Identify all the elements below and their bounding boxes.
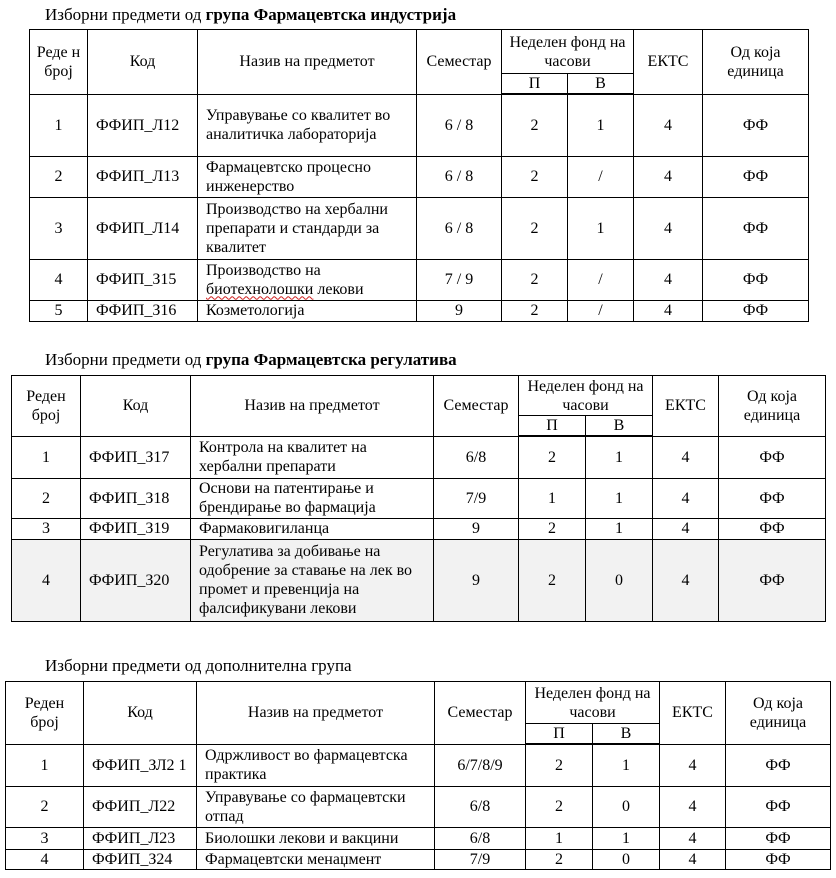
cell-semester: 9 [434, 539, 519, 621]
table-row [30, 94, 809, 156]
table-row [30, 300, 809, 321]
section3-title: Изборни предмети од дополнителна група [45, 656, 352, 675]
cell-semester: 6 / 8 [417, 94, 502, 156]
cell-ects: 4 [653, 436, 719, 478]
col-header-p: П [526, 724, 593, 745]
cell-unit: ФФ [726, 744, 831, 786]
cell-code: ФФИП_З16 [88, 300, 198, 321]
table-row [6, 849, 831, 869]
cell-v: 1 [593, 827, 660, 849]
cell-no: 2 [6, 786, 84, 827]
cell-name: Фармаковигиланца [191, 518, 434, 539]
cell-ects: 4 [660, 849, 726, 869]
cell-name: Козметологија [198, 300, 417, 321]
cell-ects: 4 [660, 827, 726, 849]
cell-ects: 4 [653, 518, 719, 539]
cell-v: 1 [568, 94, 634, 156]
cell-ects: 4 [660, 744, 726, 786]
col-header-name: Назив на предметот [191, 376, 434, 437]
cell-unit: ФФ [719, 478, 826, 518]
cell-ects: 4 [634, 300, 703, 321]
cell-p: 2 [526, 744, 593, 786]
cell-v: / [568, 300, 634, 321]
col-header-unit: Од која единица [703, 30, 809, 95]
cell-unit: ФФ [703, 197, 809, 259]
cell-unit: ФФ [703, 94, 809, 156]
cell-unit: ФФ [719, 436, 826, 478]
table-pharma-regulatory [11, 375, 826, 622]
cell-semester: 7 / 9 [417, 259, 502, 300]
cell-no: 5 [30, 300, 88, 321]
cell-code: ФФИП_Л22 [84, 786, 197, 827]
col-header-code: Код [81, 376, 191, 437]
cell-p: 2 [502, 259, 568, 300]
cell-code: ФФИП_З24 [84, 849, 197, 869]
cell-no: 4 [30, 259, 88, 300]
cell-code: ФФИП_ЗЛ2 1 [84, 744, 197, 786]
col-header-name: Назив на предметот [197, 682, 435, 745]
cell-ects: 4 [653, 539, 719, 621]
col-header-no: Реден број [12, 376, 81, 437]
cell-code: ФФИП_Л23 [84, 827, 197, 849]
cell-code: ФФИП_Л14 [88, 197, 198, 259]
col-header-unit: Од која единица [726, 682, 831, 745]
cell-v: 1 [568, 197, 634, 259]
section2-title: Изборни предмети од група Фармацевтска регулатива [45, 350, 457, 369]
cell-v: 0 [593, 786, 660, 827]
table-row [6, 786, 831, 827]
cell-name: Контрола на квалитет на хербални препарати [191, 436, 434, 478]
col-header-semester: Семестар [434, 376, 519, 437]
cell-p: 2 [502, 300, 568, 321]
cell-v: 1 [586, 518, 653, 539]
cell-code: ФФИП_З15 [88, 259, 198, 300]
table-row [30, 197, 809, 259]
cell-ects: 4 [634, 156, 703, 197]
cell-code: ФФИП_З18 [81, 478, 191, 518]
cell-unit: ФФ [703, 156, 809, 197]
col-header-unit: Од која единица [719, 376, 826, 437]
cell-semester: 7/9 [435, 849, 526, 869]
cell-ects: 4 [653, 478, 719, 518]
cell-no: 4 [12, 539, 81, 621]
col-header-p: П [502, 74, 568, 95]
cell-ects: 4 [634, 94, 703, 156]
cell-p: 2 [526, 786, 593, 827]
cell-semester: 6/8 [435, 827, 526, 849]
table-row [6, 744, 831, 786]
cell-name: Одржливост во фармацевтска практика [197, 744, 435, 786]
cell-p: 2 [526, 849, 593, 869]
cell-semester: 6/8 [434, 436, 519, 478]
table-row [6, 827, 831, 849]
cell-v: 0 [586, 539, 653, 621]
cell-semester: 9 [434, 518, 519, 539]
cell-unit: ФФ [726, 849, 831, 869]
cell-p: 2 [519, 518, 586, 539]
col-header-v: В [593, 724, 660, 745]
cell-p: 2 [502, 197, 568, 259]
cell-name: Производство на биотехнолошки лекови [198, 259, 417, 300]
cell-v: 1 [586, 436, 653, 478]
table-row [12, 478, 826, 518]
col-header-weekly-hours: Неделен фонд на часови [502, 30, 634, 74]
cell-v: / [568, 259, 634, 300]
cell-code: ФФИП_З17 [81, 436, 191, 478]
col-header-code: Код [84, 682, 197, 745]
cell-v: / [568, 156, 634, 197]
col-header-no: Реден број [6, 682, 84, 745]
col-header-weekly-hours: Неделен фонд на часови [526, 682, 660, 724]
cell-no: 3 [30, 197, 88, 259]
table-row [12, 539, 826, 621]
cell-ects: 4 [660, 786, 726, 827]
cell-unit: ФФ [726, 786, 831, 827]
cell-unit: ФФ [703, 300, 809, 321]
cell-ects: 4 [634, 197, 703, 259]
col-header-ects: ЕКТС [634, 30, 703, 95]
col-header-name: Назив на предметот [198, 30, 417, 95]
col-header-no: Реде н број [30, 30, 88, 95]
cell-v: 1 [593, 744, 660, 786]
cell-semester: 6 / 8 [417, 156, 502, 197]
cell-p: 1 [519, 478, 586, 518]
cell-unit: ФФ [703, 259, 809, 300]
cell-semester: 6 / 8 [417, 197, 502, 259]
col-header-v: В [568, 74, 634, 95]
cell-unit: ФФ [719, 518, 826, 539]
table-pharma-industry [29, 29, 809, 322]
cell-no: 3 [6, 827, 84, 849]
cell-semester: 7/9 [434, 478, 519, 518]
col-header-code: Код [88, 30, 198, 95]
cell-no: 2 [30, 156, 88, 197]
cell-p: 2 [519, 436, 586, 478]
cell-no: 1 [12, 436, 81, 478]
cell-no: 1 [6, 744, 84, 786]
col-header-ects: ЕКТС [653, 376, 719, 437]
cell-p: 2 [502, 94, 568, 156]
spellcheck-underlined-word: биотехнолошки [206, 280, 314, 298]
cell-code: ФФИП_З20 [81, 539, 191, 621]
cell-unit: ФФ [719, 539, 826, 621]
cell-semester: 6/7/8/9 [435, 744, 526, 786]
table-row [30, 259, 809, 300]
col-header-weekly-hours: Неделен фонд на часови [519, 376, 653, 416]
col-header-ects: ЕКТС [660, 682, 726, 745]
cell-no: 2 [12, 478, 81, 518]
table-row [12, 518, 826, 539]
cell-ects: 4 [634, 259, 703, 300]
section1-title: Изборни предмети од група Фармацевтска индустрија [45, 5, 457, 24]
cell-code: ФФИП_З19 [81, 518, 191, 539]
cell-p: 2 [502, 156, 568, 197]
cell-name: Управување со квалитет во аналитичка лабораторија [198, 94, 417, 156]
cell-name: Биолошки лекови и вакцини [197, 827, 435, 849]
cell-v: 1 [586, 478, 653, 518]
cell-semester: 9 [417, 300, 502, 321]
col-header-semester: Семестар [435, 682, 526, 745]
table-row [12, 436, 826, 478]
cell-name: Фармацевтско процесно инженерство [198, 156, 417, 197]
cell-name: Фармацевтски менаџмент [197, 849, 435, 869]
col-header-p: П [519, 416, 586, 437]
col-header-semester: Семестар [417, 30, 502, 95]
col-header-v: В [586, 416, 653, 437]
cell-p: 1 [526, 827, 593, 849]
cell-no: 3 [12, 518, 81, 539]
cell-no: 1 [30, 94, 88, 156]
cell-name: Управување со фармацевтски отпад [197, 786, 435, 827]
cell-semester: 6/8 [435, 786, 526, 827]
cell-name: Производство на хербални препарати и стандарди за квалитет [198, 197, 417, 259]
cell-p: 2 [519, 539, 586, 621]
cell-no: 4 [6, 849, 84, 869]
table-row [30, 156, 809, 197]
cell-code: ФФИП_Л13 [88, 156, 198, 197]
cell-name: Основи на патентирање и брендирање во фармација [191, 478, 434, 518]
cell-unit: ФФ [726, 827, 831, 849]
cell-name: Регулатива за добивање на одобрение за ставање на лек во промет и превенција на фалсификувани лекови [191, 539, 434, 621]
table-additional-group [5, 681, 831, 870]
cell-code: ФФИП_Л12 [88, 94, 198, 156]
cell-v: 0 [593, 849, 660, 869]
